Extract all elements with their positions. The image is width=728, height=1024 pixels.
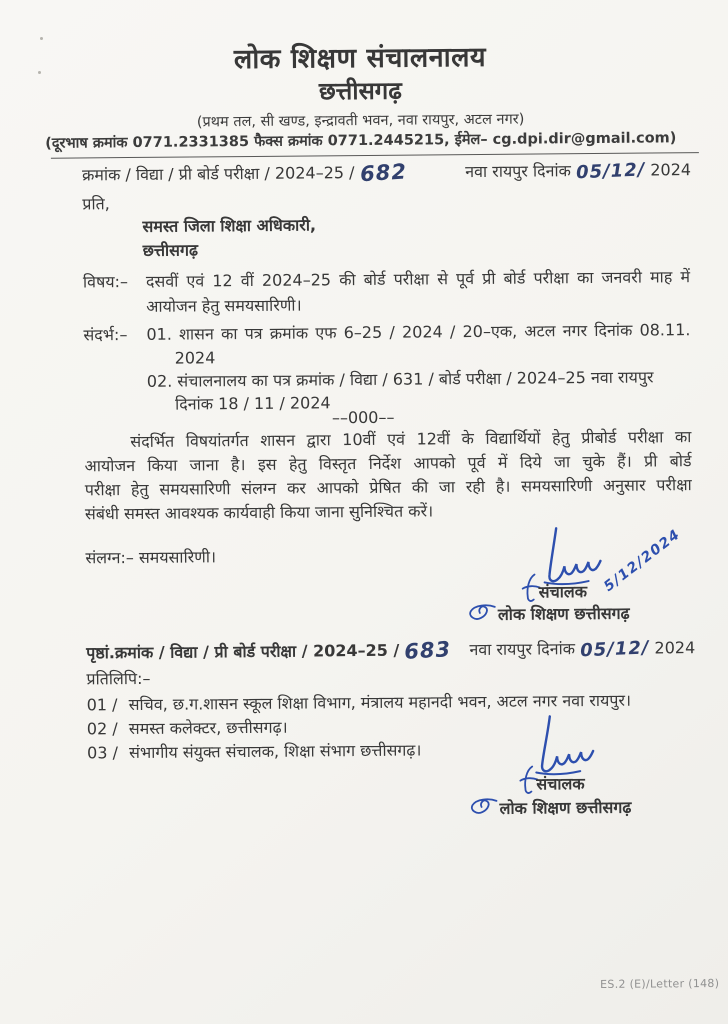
copy-item-3-number: 03 / (87, 743, 119, 763)
letter-number-handwritten: 682 (358, 159, 408, 187)
endorsement-place-date-label: नवा रायपुर दिनांक (469, 639, 576, 660)
org-contact: (दूरभाष क्रमांक 0771.2331385 फैक्स क्रमांक 0771.2445215, ईमेल– cg.dpi.dir@gmail.com) (45, 130, 677, 152)
endorsement-number-prefix: पृष्ठां.क्रमांक / विद्या / प्री बोर्ड परीक्षा / 2024–25 / (86, 640, 400, 663)
salutation: प्रति, (82, 194, 110, 214)
footer-code: ES.2 (E)/Letter (148) (600, 976, 720, 991)
place-date (465, 158, 691, 183)
signature1-date-note: 5/12/2024 (601, 526, 684, 595)
reference-item1-line1: 01. शासन का पत्र क्रमांक एफ 6–25 / 2024 / 20–एक, अटल नगर दिनांक 08.11. (146, 320, 691, 344)
copy-list-label: प्रतिलिपि:– (86, 668, 151, 689)
date-year: 2024 (650, 160, 692, 180)
addressee-line2: छत्तीसगढ़ (142, 240, 199, 260)
signature2-org: लोक शिक्षण छत्तीसगढ़ (499, 797, 632, 818)
reference-item1-line2: 2024 (174, 348, 216, 368)
section-divider: ––000–– (331, 407, 395, 428)
letter-number (82, 160, 407, 187)
signature2-title: संचालक (536, 774, 585, 794)
letter-number-prefix: क्रमांक / विद्या / प्री बोर्ड परीक्षा / 2024–25 / (81, 163, 355, 185)
place-date-label: नवा रायपुर दिनांक (465, 161, 571, 182)
reference-item2-line2: दिनांक 18 / 11 / 2024 (174, 393, 331, 414)
reference-item2-line1: 02. संचालनालय का पत्र क्रमांक / विद्या / 631 / बोर्ड परीक्षा / 2024–25 नवा रायपुर (146, 367, 654, 391)
endorsement-number-row (86, 635, 695, 664)
endorsement-number (86, 637, 451, 664)
body-line1: संदर्भित विषयांतर्गत शासन द्वारा 10वीं एवं 12वीं के विद्यार्थियों हेतु प्रीबोर्ड परीक्षा का (130, 427, 692, 452)
signature2-initial-icon (468, 797, 498, 817)
endorsement-place-date (469, 636, 695, 661)
date-handwritten: 05/12/ (575, 159, 646, 184)
endorsement-date-year: 2024 (654, 638, 696, 658)
endorsement-number-handwritten: 683 (403, 637, 452, 664)
copy-item-3-text: संभागीय संयुक्त संचालक, शिक्षा संभाग छत्तीसगढ़। (129, 740, 422, 763)
enclosure-line: संलग्न:– समयसारिणी। (85, 547, 217, 568)
org-state: छत्तीसगढ़ (318, 76, 402, 106)
copy-item-1-text: सचिव, छ.ग.शासन स्कूल शिक्षा विभाग, मंत्रालय महानदी भवन, अटल नगर नवा रायपुर। (128, 690, 632, 715)
body-line2: आयोजन किया जाना है। इस हेतु विस्तृत निर्देश आपको पूर्व में दिये जा चुके हैं। प्री बोर्ड (84, 451, 692, 476)
subject-line1: दसवीं एवं 12 वीं 2024–25 की बोर्ड परीक्षा से पूर्व प्री बोर्ड परीक्षा का जनवरी माह में (145, 267, 691, 291)
subject-line2: आयोजन हेतु समयसारिणी। (146, 295, 302, 316)
signature1-org: लोक शिक्षण छत्तीसगढ़ (497, 603, 630, 624)
copy-item-2-text: समस्त कलेक्टर, छत्तीसगढ़। (128, 717, 288, 739)
org-address: (प्रथम तल, सी खण्ड, इन्द्रावती भवन, नवा रायपुर, अटल नगर) (196, 111, 525, 131)
copy-item-2-number: 02 / (86, 719, 118, 739)
reference-number-row (82, 157, 691, 186)
addressee-line1: समस्त जिला शिक्षा अधिकारी, (142, 215, 317, 236)
signature1-initial-icon (467, 603, 497, 623)
subject-label: विषय:– (82, 272, 129, 292)
signature1-title: संचालक (538, 582, 588, 602)
signature-scribble-2 (532, 714, 623, 777)
body-line4: संबंधी समस्त आवश्यक कार्यवाही किया जाना सुनिश्चित करें। (84, 501, 434, 524)
body-line3: परीक्षा हेतु समयसारिणी संलग्न कर आपको प्रेषित की जा रही है। समयसारिणी अनुसार परीक्षा (84, 475, 692, 500)
copy-item-1-number: 01 / (86, 695, 118, 715)
org-title: लोक शिक्षण संचालनालय (233, 41, 487, 76)
endorsement-date-handwritten: 05/12/ (579, 637, 650, 662)
reference-label: संदर्भ:– (83, 325, 128, 345)
